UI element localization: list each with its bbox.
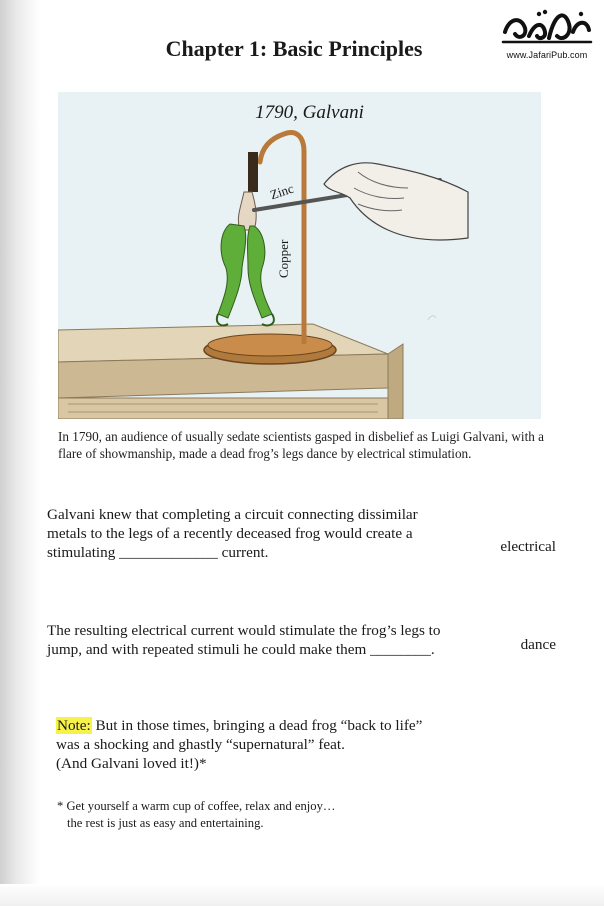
chapter-title: Chapter 1: Basic Principles [165,36,423,61]
logo-url-text: www.JafariPub.com [506,50,588,60]
zinc-label: Zinc [268,180,296,203]
table-front-shape [58,354,388,398]
page-binding-shadow [0,0,40,906]
note-line-1 [56,716,476,735]
table-apron-shape [58,398,388,419]
footnote-line-2: the rest is just as easy and entertaining. [67,816,264,830]
footnote [57,798,477,832]
note-line-3: (And Galvani loved it!)* [56,755,207,772]
frog-experiment-drawing [58,92,541,419]
galvani-illustration [58,92,541,419]
figure-caption: In 1790, an audience of usually sedate scientists gasped in disbelief as Luigi Galvani, with a flare of showmanship, made a dead frog’s legs dance by electrical stimulation. [58,429,544,461]
note-line-2: was a shocking and ghastly “supernatural” feat. [56,736,345,753]
note-line-1-text: But in those times, bringing a dead frog “back to life” [91,717,423,734]
footnote-line-1: * Get yourself a warm cup of coffee, relax and enjoy… [57,799,336,813]
frog-right-leg-shape [248,226,273,318]
question-1-text: Galvani knew that completing a circuit connecting dissimilar metals to the legs of a recently deceased frog would create a stimulating _____________ current. [47,506,418,561]
copper-label: Copper [276,239,291,278]
hook-shape [248,152,258,192]
answer-2: dance [520,636,556,653]
table-side-shape [388,344,403,419]
note-block [56,716,476,773]
answer-1: electrical [500,538,556,555]
figure-year-title: 1790, Galvani [255,102,364,123]
hand-shape [324,163,468,240]
note-highlight-label: Note: [57,717,91,734]
page-bottom-edge [0,884,604,906]
question-2-text: The resulting electrical current would stimulate the frog’s legs to jump, and with repeated stimuli he could make them ________. [47,622,441,658]
frog-left-leg-shape [218,224,246,318]
